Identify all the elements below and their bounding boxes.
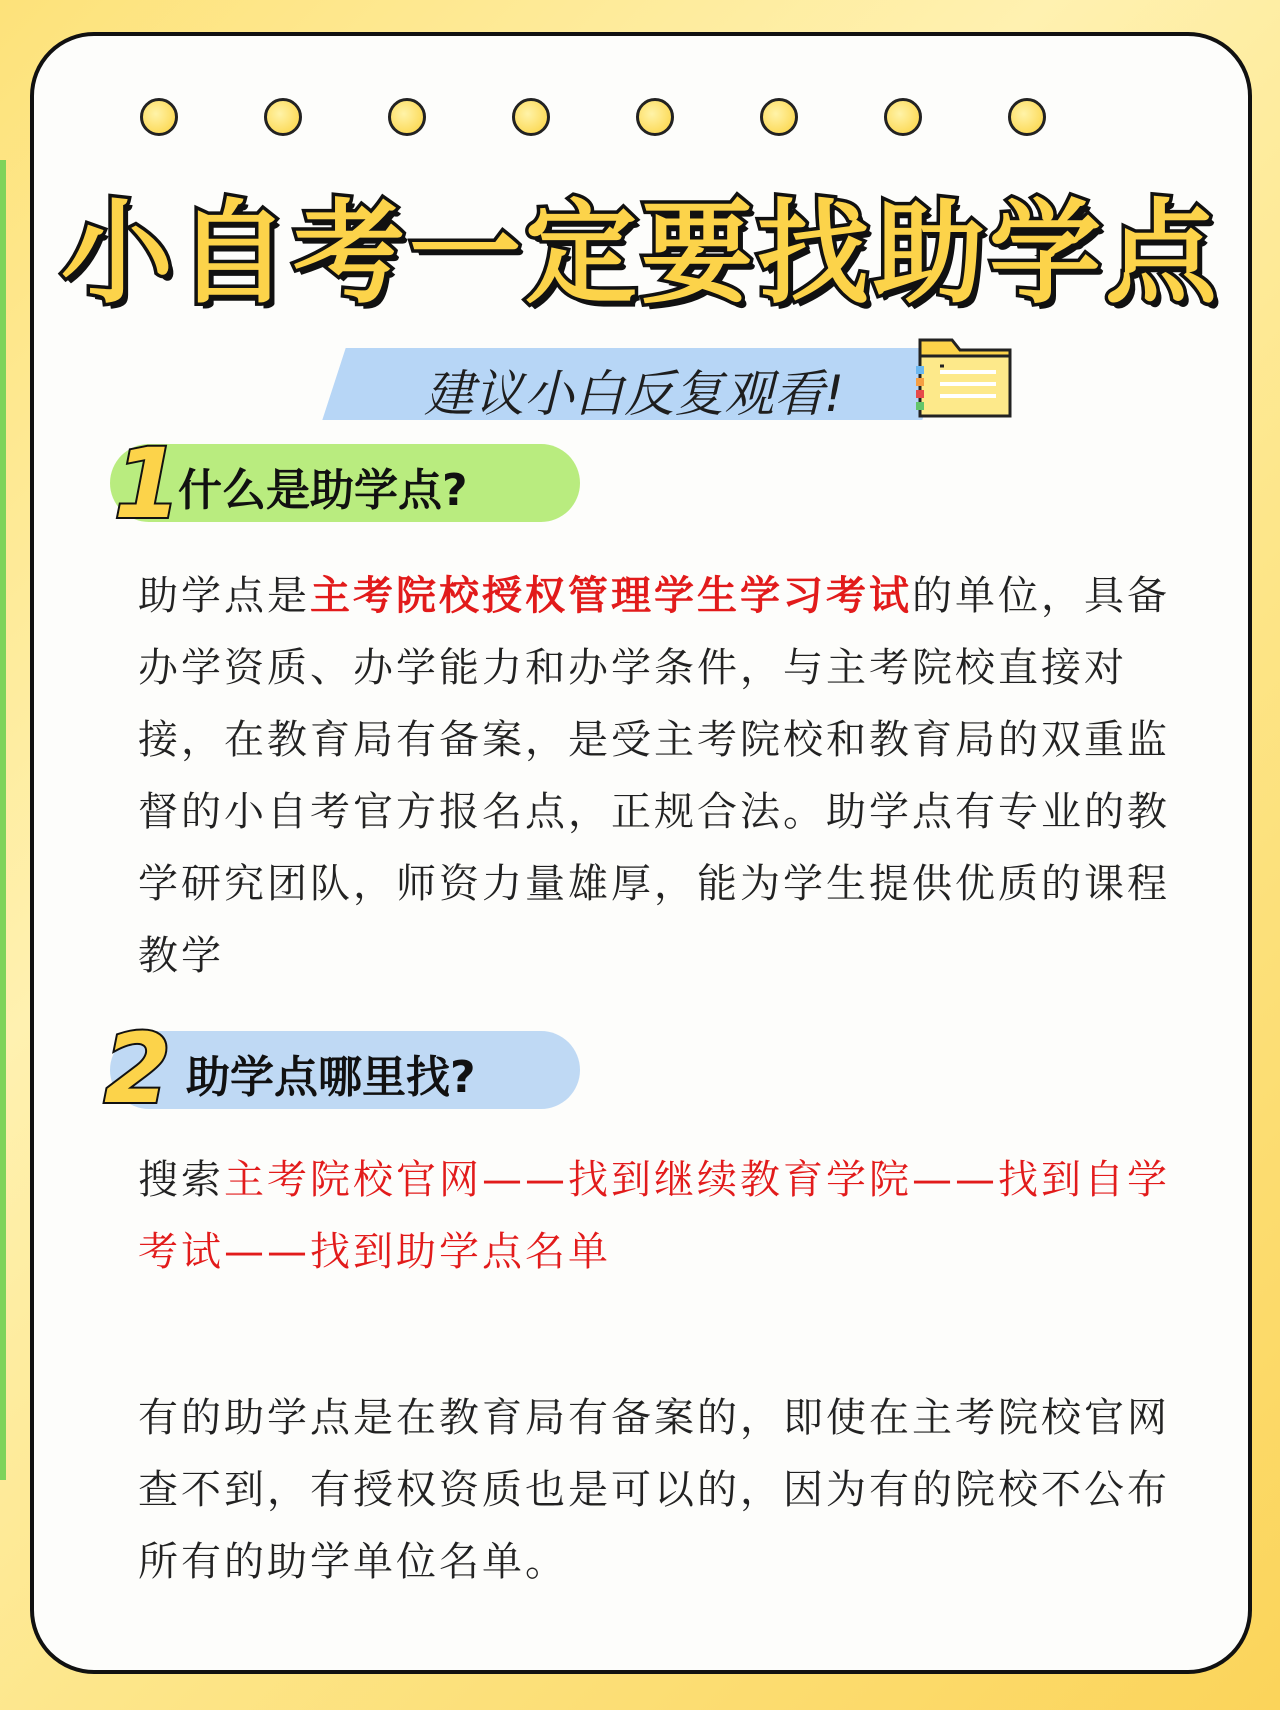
folder-icon	[914, 326, 1018, 426]
binder-dot	[636, 98, 674, 136]
section2-note: 有的助学点是在教育局有备案的，即使在主考院校官网查不到，有授权资质也是可以的，因为有的院校不公布所有的助学单位名单。	[138, 1395, 1170, 1585]
section2-paragraph	[138, 1144, 1178, 1288]
binder-dot	[760, 98, 798, 136]
section2-highlight: 主考院校官网——找到继续教育学院——找到自学考试——找到助学点名单	[138, 1157, 1170, 1275]
section1-number: 1	[114, 428, 181, 540]
section2-text-start: 搜索	[138, 1157, 224, 1203]
binder-dot	[264, 98, 302, 136]
section1-paragraph	[138, 560, 1178, 992]
binder-dots	[34, 98, 1248, 148]
section2-heading: 助学点哪里找?	[186, 1052, 476, 1103]
section2-number: 2	[104, 1013, 171, 1125]
binder-dot	[512, 98, 550, 136]
section1-text-start: 助学点是	[138, 573, 310, 619]
poster-card	[30, 32, 1252, 1674]
page-title: 小自考一定要找助学点	[61, 189, 1221, 319]
section1-text-end: 的单位，具备办学资质、办学能力和办学条件，与主考院校直接对接，在教育局有备案，是受主考院校和教育局的双重监督的小自考官方报名点，正规合法。助学点有专业的教学研究团队，师资力量雄厚，能为学生提供优质的课程教学	[138, 573, 1170, 979]
side-stripe	[0, 160, 6, 1480]
section1-heading: 什么是助学点?	[178, 465, 468, 516]
binder-dot	[884, 98, 922, 136]
binder-dot	[140, 98, 178, 136]
subtitle: 建议小白反复观看!	[423, 365, 845, 423]
binder-dot	[1008, 98, 1046, 136]
section1-highlight: 主考院校授权管理学生学习考试	[310, 573, 912, 619]
binder-dot	[388, 98, 426, 136]
